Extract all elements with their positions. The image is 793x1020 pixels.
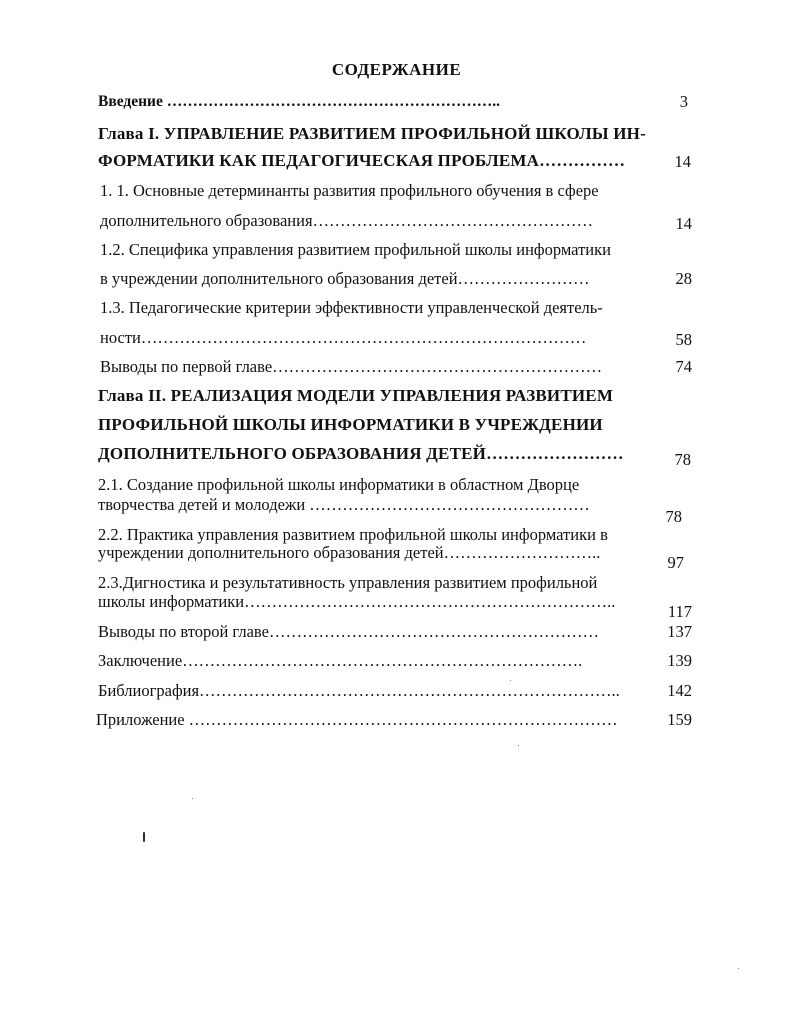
toc-bibliography: Библиография…………………………………………………………………..: [98, 681, 620, 700]
toc-section-2-1-line2: творчества детей и молодежи ……………………………………………: [98, 495, 590, 514]
toc-intro-page: 3: [679, 92, 688, 111]
toc-section-1-3-line1: 1.3. Педагогические критерии эффективности управленческой деятель-: [100, 298, 603, 317]
toc-conclusions-chapter2-page: 137: [667, 622, 692, 641]
toc-appendix-page: 159: [667, 710, 692, 729]
toc-section-2-3-line1: 2.3.Дигностика и результативность управления развитием профильной: [98, 573, 598, 592]
toc-section-1-1-page: 14: [675, 214, 692, 233]
toc-chapter1-line1: Глава I. УПРАВЛЕНИЕ РАЗВИТИЕМ ПРОФИЛЬНОЙ ШКОЛЫ ИН-: [98, 124, 646, 143]
toc-section-1-1-line2: дополнительного образования……………………………………………: [100, 211, 594, 230]
toc-conclusions-chapter1-page: 74: [675, 357, 692, 376]
toc-chapter1-page: 14: [674, 152, 691, 171]
scan-speck: [510, 680, 511, 681]
toc-conclusion-page: 139: [667, 651, 692, 670]
toc-section-1-2-line2: в учреждении дополнительного образования детей……………………: [100, 269, 590, 288]
toc-conclusions-chapter1: Выводы по первой главе……………………………………………………: [100, 357, 603, 376]
scan-speck: [738, 968, 739, 969]
toc-title: СОДЕРЖАНИЕ: [331, 60, 462, 79]
scan-speck: [518, 745, 519, 746]
toc-section-2-3-page: 117: [667, 602, 692, 621]
toc-section-1-2-page: 28: [675, 269, 692, 288]
toc-chapter2-line3: ДОПОЛНИТЕЛЬНОГО ОБРАЗОВАНИЯ ДЕТЕЙ……………………: [98, 444, 624, 463]
toc-chapter2-page: 78: [674, 450, 691, 469]
toc-section-1-1-line1: 1. 1. Основные детерминанты развития профильного обучения в сфере: [100, 181, 599, 200]
toc-conclusion: Заключение……………………………………………………………….: [98, 651, 583, 670]
scan-speck: [143, 832, 145, 842]
toc-section-1-3-line2: ности………………………………………………………………………: [100, 328, 587, 347]
toc-section-2-2-line2: учреждении дополнительного образования детей………………………..: [98, 543, 601, 562]
toc-conclusions-chapter2: Выводы по второй главе……………………………………………………: [98, 622, 599, 641]
toc-chapter2-line2: ПРОФИЛЬНОЙ ШКОЛЫ ИНФОРМАТИКИ В УЧРЕЖДЕНИИ: [98, 415, 603, 434]
toc-section-2-1-page: 78: [665, 507, 682, 526]
toc-section-1-2-line1: 1.2. Специфика управления развитием профильной школы информатики: [100, 240, 611, 259]
toc-section-1-3-page: 58: [675, 330, 692, 349]
scan-speck: [192, 798, 193, 799]
toc-section-2-2-page: 97: [667, 553, 684, 572]
toc-chapter2-line1: Глава II. РЕАЛИЗАЦИЯ МОДЕЛИ УПРАВЛЕНИЯ РАЗВИТИЕМ: [98, 386, 614, 405]
toc-chapter1-line2: ФОРМАТИКИ КАК ПЕДАГОГИЧЕСКАЯ ПРОБЛЕМА……………: [98, 151, 626, 170]
toc-appendix: Приложение ……………………………………………………………………: [96, 710, 618, 729]
toc-section-2-1-line1: 2.1. Создание профильной школы информатики в областном Дворце: [98, 475, 580, 494]
toc-section-2-3-line2: школы информатики…………………………………………………………..: [98, 592, 616, 611]
toc-section-2-2-line1: 2.2. Практика управления развитием профильной школы информатики в: [98, 525, 608, 544]
toc-bibliography-page: 142: [667, 681, 692, 700]
toc-intro-label: Введение ………………………………………………………..: [98, 93, 500, 110]
